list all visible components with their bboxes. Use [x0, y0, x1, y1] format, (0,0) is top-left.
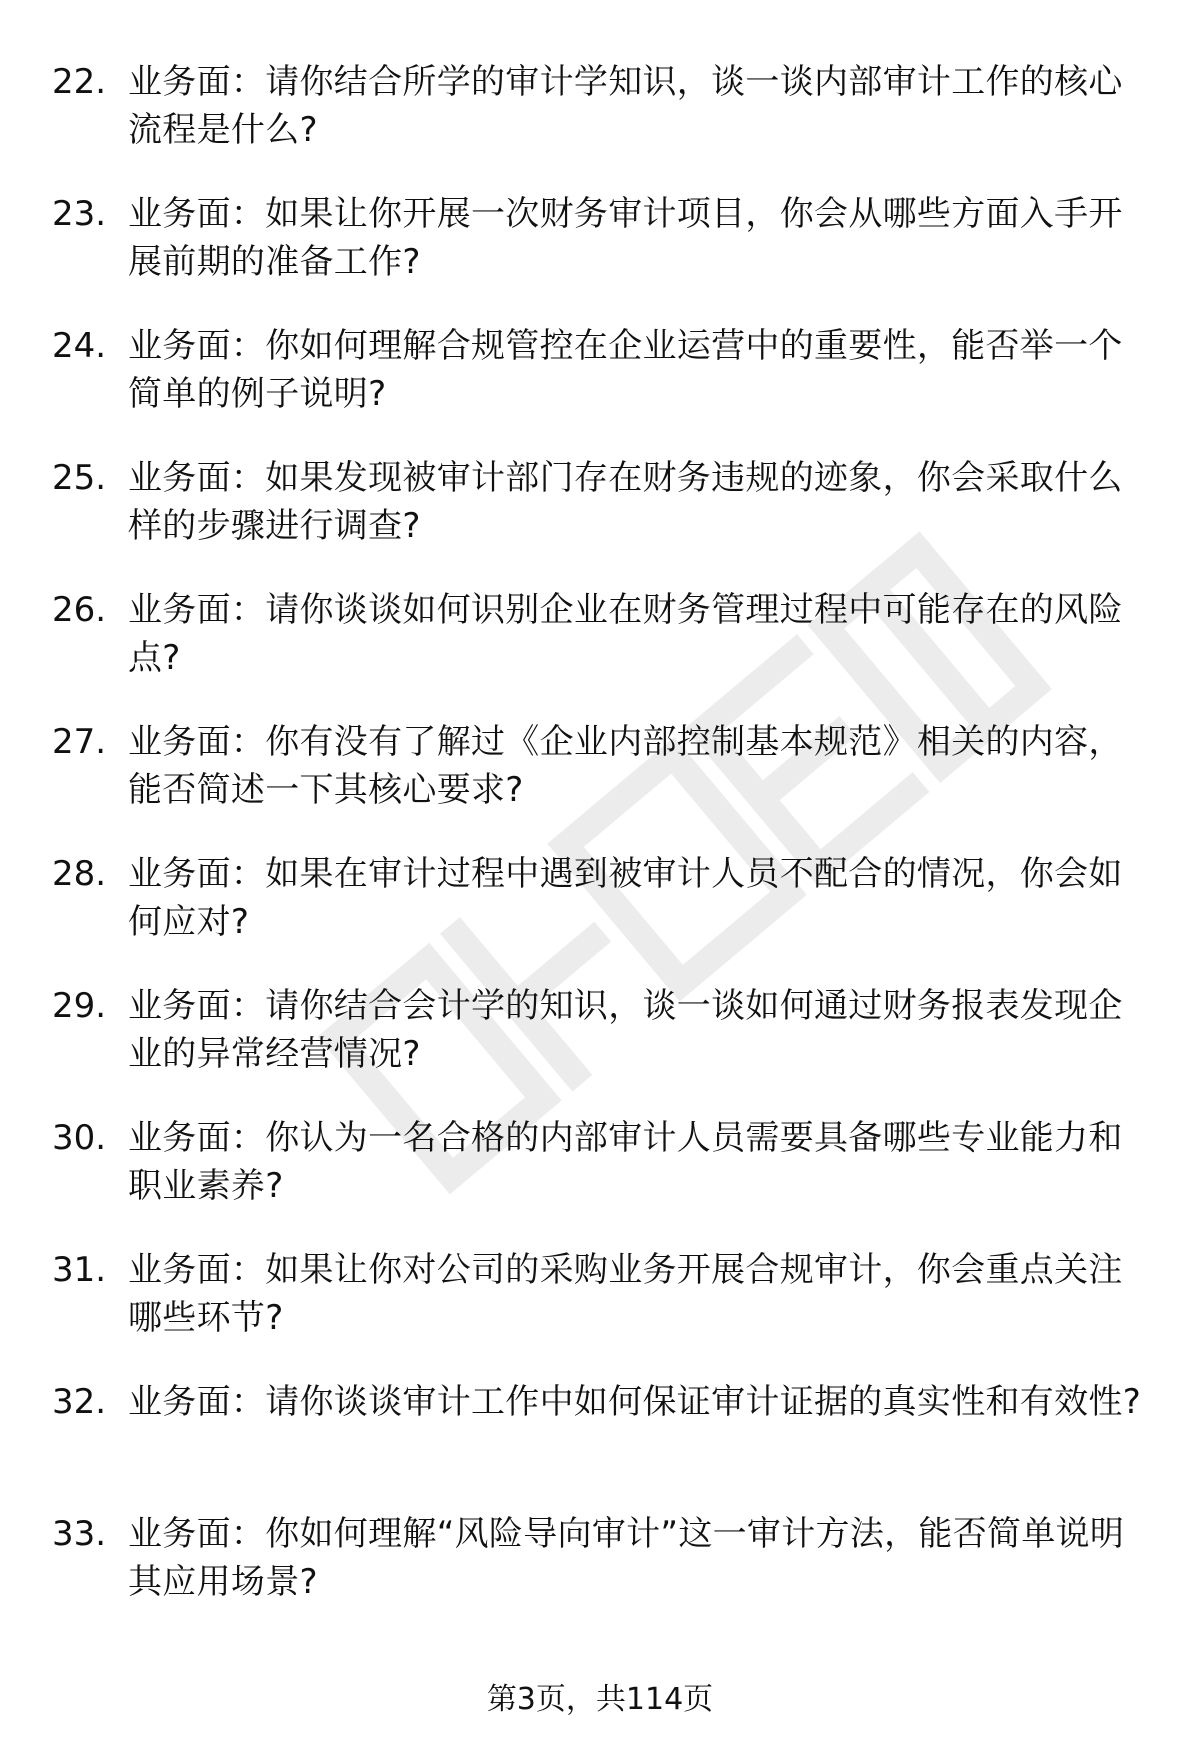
question-number: 33. [52, 1514, 107, 1554]
question-number: 32. [52, 1382, 107, 1422]
question-text: 业务面：如果让你开展一次财务审计项目，你会从哪些方面入手开展前期的准备工作? [128, 194, 1123, 282]
question-number: 26. [52, 590, 107, 630]
question-item [0, 1510, 1200, 1642]
question-number: 30. [52, 1118, 107, 1158]
question-item [0, 718, 1200, 850]
question-number: 29. [52, 986, 107, 1026]
page-footer [0, 1680, 1200, 1720]
question-text: 业务面：请你谈谈如何识别企业在财务管理过程中可能存在的风险点? [128, 590, 1123, 678]
question-text: 业务面：请你结合所学的审计学知识，谈一谈内部审计工作的核心流程是什么? [128, 62, 1123, 150]
question-text: 业务面：如果在审计过程中遇到被审计人员不配合的情况，你会如何应对? [128, 854, 1123, 942]
question-number: 25. [52, 458, 107, 498]
question-text: 业务面：如果发现被审计部门存在财务违规的迹象，你会采取什么样的步骤进行调查? [128, 458, 1123, 546]
question-number: 31. [52, 1250, 107, 1290]
question-item [0, 982, 1200, 1114]
question-item [0, 58, 1200, 190]
question-text: 业务面：你如何理解“风险导向审计”这一审计方法，能否简单说明其应用场景? [128, 1514, 1125, 1602]
question-item [0, 454, 1200, 586]
question-item [0, 322, 1200, 454]
question-number: 27. [52, 722, 107, 762]
question-number: 24. [52, 326, 107, 366]
question-number: 28. [52, 854, 107, 894]
question-item [0, 1246, 1200, 1378]
question-text: 业务面：请你结合会计学的知识，谈一谈如何通过财务报表发现企业的异常经营情况? [128, 986, 1123, 1074]
question-list [0, 58, 1200, 1642]
question-number: 22. [52, 62, 107, 102]
question-item [0, 1378, 1200, 1510]
question-item [0, 850, 1200, 982]
question-text: 业务面：你认为一名合格的内部审计人员需要具备哪些专业能力和职业素养? [128, 1118, 1123, 1206]
question-item [0, 1114, 1200, 1246]
question-item [0, 586, 1200, 718]
question-number: 23. [52, 194, 107, 234]
question-item [0, 190, 1200, 322]
question-text: 业务面：你有没有了解过《企业内部控制基本规范》相关的内容，能否简述一下其核心要求? [128, 722, 1123, 810]
question-text: 业务面：请你谈谈审计工作中如何保证审计证据的真实性和有效性? [128, 1382, 1142, 1422]
question-text: 业务面：如果让你对公司的采购业务开展合规审计，你会重点关注哪些环节? [128, 1250, 1123, 1338]
question-text: 业务面：你如何理解合规管控在企业运营中的重要性，能否举一个简单的例子说明? [128, 326, 1123, 414]
page-number-label: 第3页，共114页 [486, 1682, 714, 1717]
